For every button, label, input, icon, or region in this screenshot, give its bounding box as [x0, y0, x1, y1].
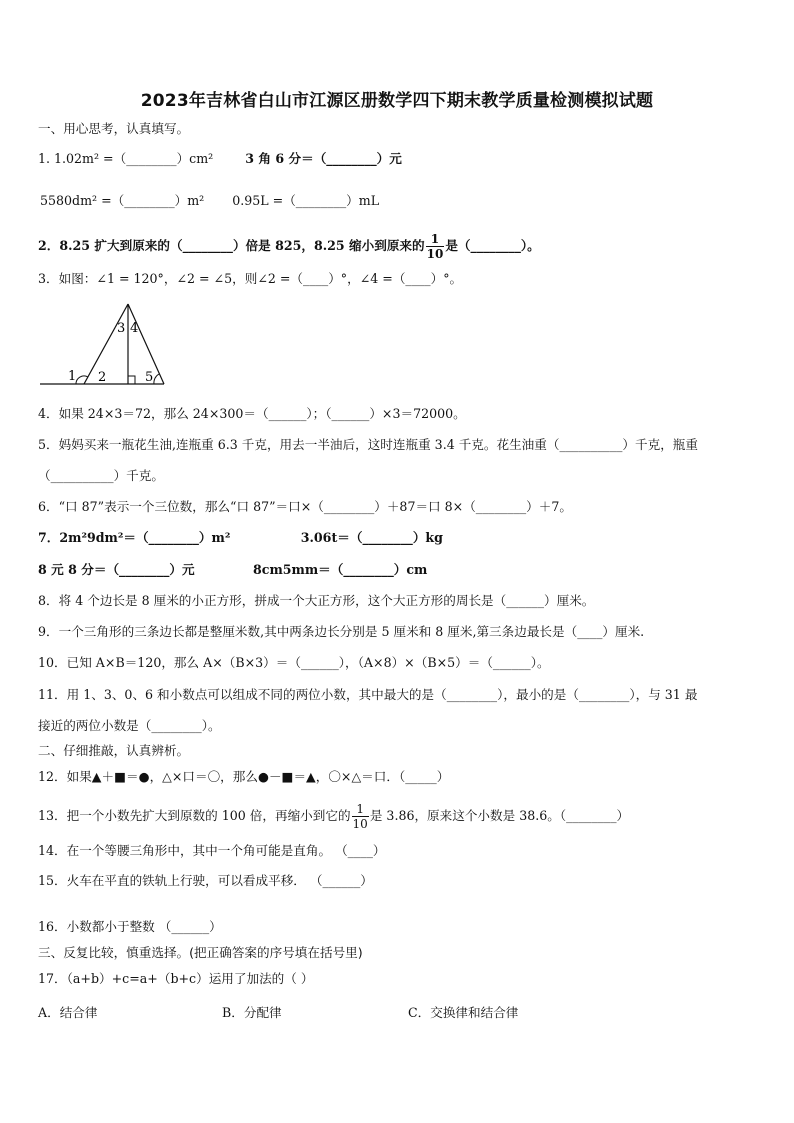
fraction-numerator: 1	[352, 802, 369, 817]
question-17-option-c[interactable]: C．交换律和结合律	[408, 1005, 519, 1020]
section-1-heading: 一、用心思考，认真填写。	[38, 121, 190, 136]
question-13-text-post: 是 3.86，原来这个小数是 38.6。（________）	[369, 808, 630, 823]
section-2-heading: 二、仔细推敲，认真辨析。	[38, 743, 190, 758]
question-7-row-2	[38, 560, 427, 580]
question-13	[38, 802, 629, 831]
question-7b: 3.06t＝（________）kg	[300, 530, 443, 545]
angle-label-5: 5	[145, 370, 154, 385]
question-17-stem: 17．（a+b）+c=a+（b+c）运用了加法的（ ）	[38, 971, 314, 986]
question-12: 12．如果▲＋■＝●，△×口＝〇，那么●－■＝▲，〇×△＝口．（_____）	[38, 769, 450, 784]
fraction-one-tenth-q13	[352, 802, 369, 831]
section-3-heading: 三、反复比较，慎重选择。(把正确答案的序号填在括号里)	[38, 945, 363, 960]
question-6: 6．“口 87”表示一个三位数，那么“口 87”＝口×（________）＋87＝口 8×（________）＋7。	[38, 499, 572, 514]
question-1a: 1. 1.02m² =（________）cm²	[38, 151, 214, 166]
angle-label-4: 4	[130, 321, 139, 336]
angle-label-1: 1	[68, 369, 77, 384]
page-title: 2023年吉林省白山市江源区册数学四下期末教学质量检测模拟试题	[140, 91, 654, 111]
question-3: 3．如图：∠1 = 120°，∠2 = ∠5，则∠2 =（____）°，∠4 =（____）°。	[38, 271, 463, 286]
question-9: 9．一个三角形的三条边长都是整厘米数,其中两条边长分别是 5 厘米和 8 厘米,第三条边最长是（____）厘米.	[38, 624, 645, 639]
question-14: 14．在一个等腰三角形中，其中一个角可能是直角。 （____）	[38, 843, 386, 858]
angle-label-2: 2	[98, 370, 107, 385]
question-11-line-2: 接近的两位小数是（________）。	[38, 718, 221, 733]
question-7d: 8cm5mm＝（________）cm	[253, 562, 428, 577]
question-1d: 0.95L =（________）mL	[232, 193, 380, 208]
question-17-option-a[interactable]: A．结合律	[38, 1005, 98, 1020]
question-8: 8．将 4 个边长是 8 厘米的小正方形，拼成一个大正方形，这个大正方形的周长是（______）厘米。	[38, 593, 595, 608]
question-2	[38, 232, 540, 261]
question-1b: 3 角 6 分＝（________）元	[245, 151, 402, 166]
question-5-line-2: （__________）千克。	[38, 468, 164, 483]
question-1-row-1	[38, 149, 402, 169]
question-1c: 5580dm² =（________）m²	[40, 193, 205, 208]
fraction-denominator: 10	[426, 247, 444, 261]
question-13-text-pre: 13．把一个小数先扩大到原数的 100 倍，再缩小到它的	[38, 808, 351, 823]
question-7a: 7．2m²9dm²＝（________）m²	[38, 530, 231, 545]
fraction-denominator: 10	[352, 817, 368, 831]
question-5-line-1: 5．妈妈买来一瓶花生油,连瓶重 6.3 千克，用去一半油后，这时连瓶重 3.4 千克。花生油重（__________）千克，瓶重	[38, 437, 698, 452]
question-7-row-1	[38, 528, 443, 548]
question-17-option-b[interactable]: B．分配律	[222, 1005, 282, 1020]
question-1-row-2	[40, 191, 379, 211]
question-4: 4．如果 24×3＝72，那么 24×300＝（______）；（______）×3＝72000。	[38, 406, 466, 421]
angle-diagram	[38, 300, 178, 390]
question-11-line-1: 11．用 1、3、0、6 和小数点可以组成不同的两位小数，其中最大的是（________），最小的是（________），与 31 最	[38, 687, 698, 702]
question-16: 16．小数都小于整数 （______）	[38, 919, 222, 934]
question-2-text-post: 是（________）。	[445, 238, 540, 253]
question-7c: 8 元 8 分＝（________）元	[38, 562, 195, 577]
question-10: 10．已知 A×B＝120，那么 A×（B×3）＝（______），（A×8）×（B×5）＝（______）。	[38, 655, 550, 670]
question-2-text-pre: 2．8.25 扩大到原来的（________）倍是 825，8.25 缩小到原来的	[38, 238, 425, 253]
question-15: 15．火车在平直的铁轨上行驶，可以看成平移． （______）	[38, 873, 373, 888]
fraction-one-tenth	[426, 232, 445, 261]
fraction-numerator: 1	[426, 232, 445, 247]
angle-label-3: 3	[117, 321, 126, 336]
